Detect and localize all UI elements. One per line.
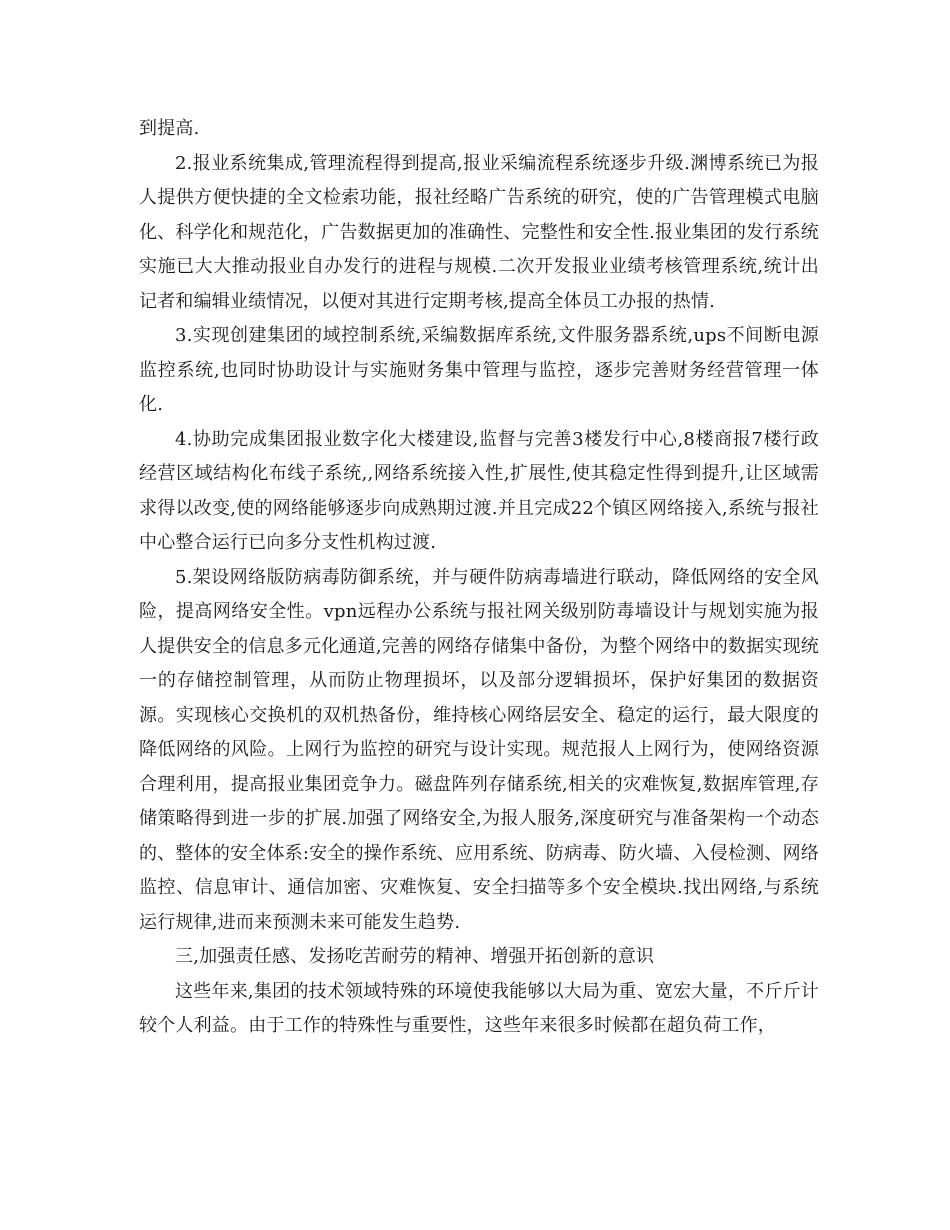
paragraph-item-3: 3.实现创建集团的域控制系统,采编数据库系统,文件服务器系统,ups不间断电源监控系统,也同时协助设计与实施财务集中管理与监控，逐步完善财务经营管理一体化. (139, 325, 819, 415)
paragraph-continuation: 到提高. (139, 118, 200, 139)
document-body (139, 112, 819, 1044)
paragraph-item-2: 2.报业系统集成,管理流程得到提高,报业采编流程系统逐步升级.渊博系统已为报人提供方便快捷的全文检索功能，报社经略广告系统的研究，使的广告管理模式电脑化、科学化和规范化，广告数据更加的准确性、完整性和安全性.报业集团的发行系统实施已大大推动报业自办发行的进程与规模.二次开发报业业绩考核管理系统,统计出记者和编辑业绩情况，以便对其进行定期考核,提高全体员工办报的热情. (139, 152, 819, 312)
paragraph-body: 这些年来,集团的技术领域特殊的环境使我能够以大局为重、宽宏大量，不斤斤计较个人利益。由于工作的特殊性与重要性，这些年来很多时候都在超负荷工作， (139, 980, 819, 1036)
paragraph-item-4: 4.协助完成集团报业数字化大楼建设,监督与完善3楼发行中心,8楼商报7楼行政经营区域结构化布线子系统,,网络系统接入性,扩展性,使其稳定性得到提升,让区域需求得以改变,使的网络能够逐步向成熟期过渡.并且完成22个镇区网络接入,系统与报社中心整合运行已向多分支性机构过渡. (139, 428, 819, 553)
section-heading-3: 三,加强责任感、发扬吃苦耐劳的精神、增强开拓创新的意识 (175, 946, 655, 967)
paragraph-item-5: 5.架设网络版防病毒防御系统，并与硬件防病毒墙进行联动，降低网络的安全风险，提高网络安全性。vpn远程办公系统与报社网关级别防毒墙设计与规划实施为报人提供安全的信息多元化通道,完善的网络存储集中备份，为整个网络中的数据实现统一的存储控制管理，从而防止物理损坏，以及部分逻辑损坏，保护好集团的数据资源。实现核心交换机的双机热备份，维持核心网络层安全、稳定的运行，最大限度的降低网络的风险。上网行为监控的研究与设计实现。规范报人上网行为，使网络资源合理利用，提高报业集团竞争力。磁盘阵列存储系统,相关的灾难恢复,数据库管理,存储策略得到进一步的扩展.加强了网络安全,为报人服务,深度研究与准备架构一个动态的、整体的安全体系:安全的操作系统、应用系统、防病毒、防火墙、入侵检测、网络监控、信息审计、通信加密、灾难恢复、安全扫描等多个安全模块.找出网络,与系统运行规律,进而来预测未来可能发生趋势. (139, 566, 819, 933)
